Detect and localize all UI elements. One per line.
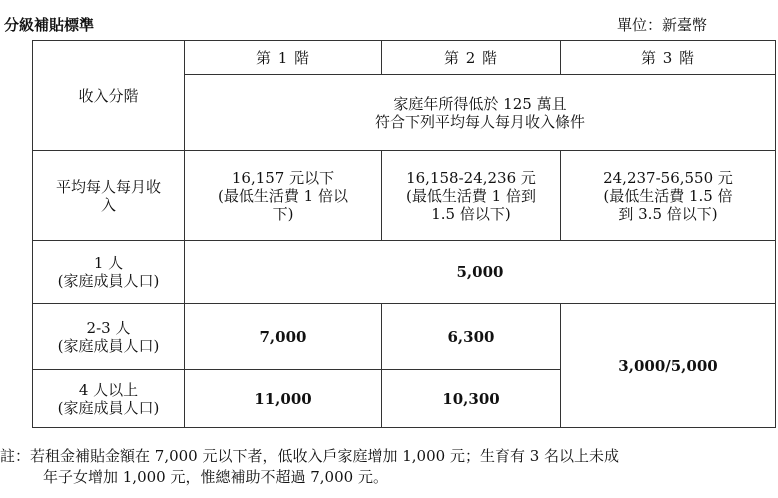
tier-2-income-range: 16,158-24,236 元: [406, 168, 536, 187]
household-size-cell: [33, 304, 185, 370]
income-tier-header-cell: [33, 41, 185, 151]
income-tier-label: 收入分階: [78, 86, 139, 105]
tier-2-income-note-cont: 1.5 倍以下): [431, 204, 511, 223]
income-condition-line2: 符合下列平均每人每月收入條件: [374, 112, 585, 131]
tier-1-income-range: 16,157 元以下: [231, 168, 335, 187]
tier-1-header: 第 1 階: [185, 41, 382, 75]
table-row: [33, 41, 776, 75]
amount-tier-3-multi: 3,000/5,000: [561, 304, 776, 428]
household-size-note: (家庭成員人口): [57, 272, 160, 290]
tier-3-income-cell: [561, 151, 776, 241]
tier-3-income-note-cont: 到 3.5 倍以下): [618, 204, 718, 223]
monthly-income-label-line2: 入: [100, 195, 116, 214]
table-row: [33, 151, 776, 241]
tier-2-income-note: (最低生活費 1 倍到: [406, 186, 536, 205]
income-condition-cell: [185, 75, 776, 151]
household-size-note: (家庭成員人口): [57, 398, 160, 417]
tier-2-header: 第 2 階: [382, 41, 561, 75]
household-size-label: 4 人以上: [78, 380, 139, 399]
footnote: [0, 446, 778, 488]
amount-one-person: 5,000: [185, 241, 776, 304]
footnote-line1: 註：若租金補貼金額在 7,000 元以下者，低收入戶家庭增加 1,000 元；生育有 3 名以上未成: [0, 447, 620, 465]
amount-2-3-tier-1: 7,000: [185, 304, 382, 370]
household-size-cell: [33, 241, 185, 304]
table-row: [33, 241, 776, 304]
tier-1-income-cell: [185, 151, 382, 241]
tier-3-income-range: 24,237-56,550 元: [603, 168, 733, 187]
monthly-income-label-line1: 平均每人每月收: [55, 177, 161, 196]
household-size-cell: [33, 370, 185, 428]
household-size-label: 1 人: [93, 254, 124, 272]
subsidy-table: [32, 40, 776, 428]
amount-4plus-tier-1: 11,000: [185, 370, 382, 428]
amount-4plus-tier-2: 10,300: [382, 370, 561, 428]
table-row: [33, 304, 776, 370]
household-size-note: (家庭成員人口): [57, 336, 160, 355]
household-size-label: 2-3 人: [86, 318, 131, 337]
amount-2-3-tier-2: 6,300: [382, 304, 561, 370]
tier-1-income-note-cont: 下): [272, 204, 294, 223]
currency-unit-label: 單位：新臺幣: [617, 16, 708, 34]
tier-2-income-cell: [382, 151, 561, 241]
page-title: 分級補貼標準: [4, 16, 95, 34]
monthly-income-label-cell: [33, 151, 185, 241]
footnote-line2: 年子女增加 1,000 元，惟總補助不超過 7,000 元。: [43, 468, 388, 486]
income-condition-line1: 家庭年所得低於 125 萬且: [393, 94, 567, 113]
tier-3-header: 第 3 階: [561, 41, 776, 75]
tier-1-income-note: (最低生活費 1 倍以: [218, 186, 348, 205]
tier-3-income-note: (最低生活費 1.5 倍: [603, 186, 733, 205]
